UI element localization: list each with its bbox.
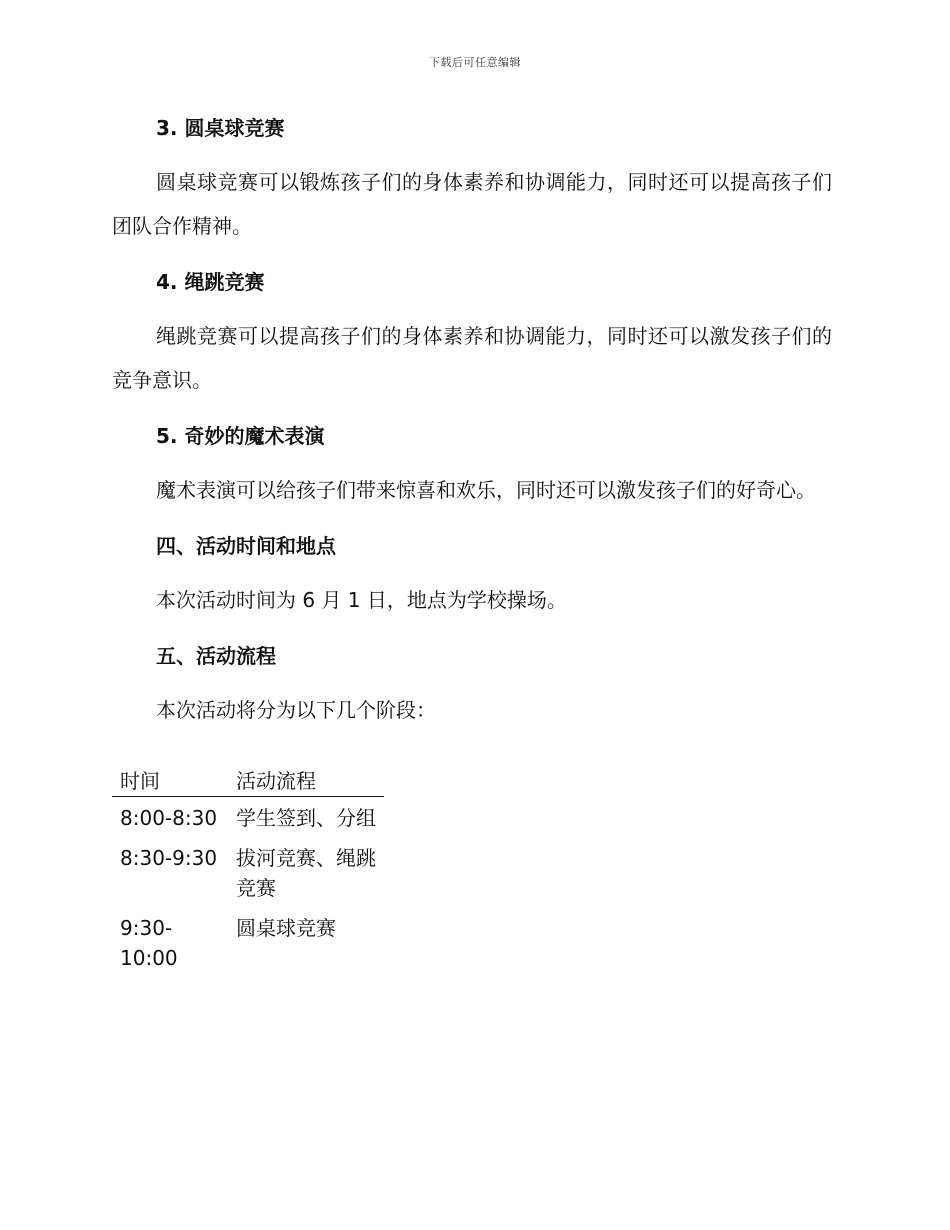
page-header-note: 下载后可任意编辑 bbox=[429, 56, 521, 69]
schedule-time-cell: 8:30-9:30 bbox=[120, 846, 218, 870]
schedule-time-cell: 9:30-10:00 bbox=[120, 916, 178, 970]
section-text-time-place: 本次活动时间为 6 月 1 日，地点为学校操场。 bbox=[156, 588, 567, 612]
section-heading-time-place: 四、活动时间和地点 bbox=[156, 534, 336, 558]
section-heading-rope-skipping: 4. 绳跳竞赛 bbox=[156, 270, 265, 294]
section-text-activity-flow: 本次活动将分为以下几个阶段： bbox=[156, 698, 436, 722]
section-heading-round-table-ball: 3. 圆桌球竞赛 bbox=[156, 116, 285, 140]
section-text-magic-show: 魔术表演可以给孩子们带来惊喜和欢乐，同时还可以激发孩子们的好奇心。 bbox=[156, 478, 816, 502]
schedule-header-row bbox=[112, 766, 384, 797]
table-row bbox=[112, 837, 384, 907]
document-body bbox=[112, 110, 832, 977]
schedule-flow-cell: 圆桌球竞赛 bbox=[236, 916, 336, 940]
schedule-header-flow: 活动流程 bbox=[228, 766, 384, 797]
section-heading-activity-flow: 五、活动流程 bbox=[156, 644, 276, 668]
schedule-flow-cell: 拔河竞赛、绳跳竞赛 bbox=[236, 846, 376, 900]
schedule-header-time: 时间 bbox=[112, 766, 228, 797]
table-row bbox=[112, 797, 384, 838]
table-row bbox=[112, 907, 384, 977]
section-text-rope-skipping: 绳跳竞赛可以提高孩子们的身体素养和协调能力，同时还可以激发孩子们的竞争意识。 bbox=[112, 324, 832, 392]
section-text-round-table-ball: 圆桌球竞赛可以锻炼孩子们的身体素养和协调能力，同时还可以提高孩子们团队合作精神。 bbox=[112, 170, 832, 238]
schedule-time-cell: 8:00-8:30 bbox=[120, 806, 218, 830]
section-heading-magic-show: 5. 奇妙的魔术表演 bbox=[156, 424, 325, 448]
schedule-table bbox=[112, 766, 384, 977]
schedule-flow-cell: 学生签到、分组 bbox=[236, 806, 376, 830]
